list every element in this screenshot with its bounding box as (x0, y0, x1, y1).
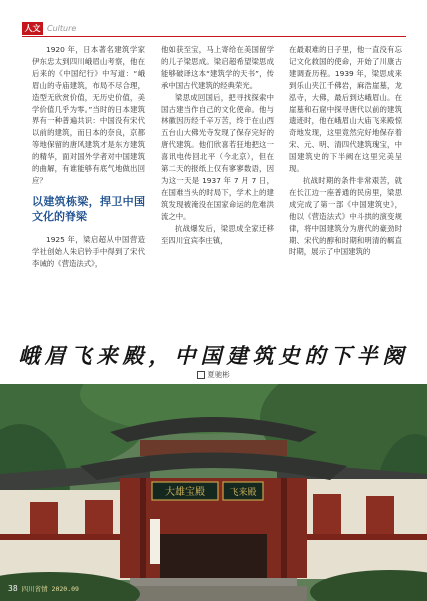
header-divider (22, 36, 406, 37)
paragraph: 1920 年，日本著名建筑学家伊东忠太到四川峨眉山考察，他在后来的《中国纪行》中写道：“峨眉山的寺庙建筑，布局不尽合理，造型无欣赏价值，无历史价值，美学价值几乎为零。”当时的日本建筑界有一种普遍共识：中国没有宋代以前的建筑，而日本的奈良，京都等地保留的唐风建筑才是东方建筑的精华，面对国外学者对中国建筑的曲解，有谁能够有底气地做出回应？ (32, 45, 145, 185)
hall-plaque-secondary: 飞来殿 (229, 488, 257, 498)
page-number: 38 (8, 584, 18, 593)
subheading: 以建筑栋梁，捍卫中国文化的脊梁 (32, 194, 145, 223)
section-badge: 人文 (22, 22, 43, 35)
temple-photo (0, 384, 427, 601)
text-column-2 (161, 44, 274, 344)
paragraph: 在最艰难的日子里，他一直没有忘记文化救国的使命，开始了川康古建调查历程。1939 年，梁思成来到乐山夹江千佛岩，麻浩崖墓，龙泓寺，大佛，最后到达峨眉山。在崖墓和石窟中探寻唐代以前的建筑遗迹时，他在峨眉山大庙飞来殿惊奇地发现，这里竟然完好地保存着宋、元、明、清四代建筑瑰宝，中国建筑史的下半阙在这里完美呈现。 (289, 45, 402, 174)
page-footer (8, 584, 79, 593)
paragraph: 抗战爆发后，梁思成全家迁移至四川宜宾李庄镇， (161, 223, 274, 245)
feilai-hall-illustration (0, 384, 427, 601)
author-name: 夏驰彬 (207, 370, 230, 379)
article-title: 峨眉飞来殿，中国建筑史的下半阕 (18, 343, 409, 368)
byline (0, 369, 427, 380)
paragraph: 抗战时期的条件非常艰苦，就在长江边一座普通的民房里，梁思成完成了第一部《中国建筑史》，他以《营造法式》中斗拱的演变规律，将中国建筑分为唐代的豪劲时期、宋代的醇和时期和明清的羁直时期，展示了中国建筑的 (289, 175, 402, 257)
author-box-icon (197, 371, 205, 379)
section-label-en: Culture (47, 24, 77, 33)
magazine-name: 四川省情 2020.09 (21, 585, 79, 593)
paragraph: 梁思成回国后，把寻找探索中国古建当作自己的文化使命。他与林徽因历经千辛万苦，终于在山西五台山大佛光寺发现了保存完好的唐代建筑。他们欣喜若狂地把这一喜讯电传回北平（今北京），但在第二天的报纸上仅有寥寥数语，因为这一天是 1937 年 7 月 7 日，在国难当头的时局下，学术上的建筑发现被淹没在国家命运的危难洪流之中。 (161, 92, 274, 221)
hall-plaque: 大雄宝殿 (165, 487, 205, 498)
paragraph: 他如获至宝，马上寄给在美国留学的儿子梁思成。梁启超希望梁思成能够破译这本“建筑学的天书”，传承中国古代建筑的经典荣光。 (161, 45, 274, 90)
text-column-1 (32, 44, 145, 344)
text-column-3 (289, 44, 402, 344)
paragraph: 1925 年，梁启超从中国营造学社创始人朱启钤手中得到了宋代李诫的《营造法式》， (32, 234, 145, 268)
section-header (0, 22, 427, 36)
